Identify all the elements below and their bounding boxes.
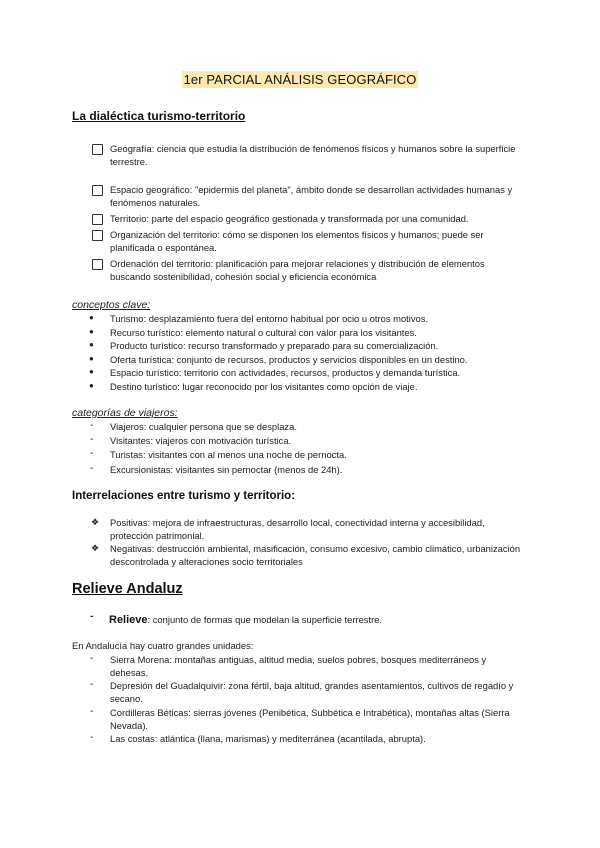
diamond-bullet-icon: ❖ [91, 543, 100, 553]
unidades-intro: En Andalucía hay cuatro grandes unidades: [72, 640, 254, 651]
dash-icon: - [90, 420, 94, 431]
concept-item: Producto turístico: recurso transformado y preparado para su comercialización. [110, 340, 439, 351]
diamond-bullet-icon: ❖ [91, 517, 100, 527]
category-item: Turistas: visitantes con al menos una noche de pernocta. [110, 449, 347, 460]
concept-item: Turismo: desplazamiento fuera del entorno habitual por ocio u otros motivos. [110, 313, 429, 324]
checklist-item: Espacio geográfico: "epidermis del planeta", ámbito donde se desarrollan actividades humanas y fenómenos naturales. [110, 184, 513, 208]
checklist-item: Territorio: parte del espacio geográfico gestionada y transformada por una comunidad. [110, 213, 469, 224]
section-heading-relieve: Relieve Andaluz [72, 581, 183, 597]
concept-item: Recurso turístico: elemento natural o cultural con valor para los visitantes. [110, 327, 417, 338]
checklist-item: Ordenación del territorio: planificación para mejorar relaciones y distribución de elementos buscando sostenibilidad, cohesión social y eficiencia económica [110, 258, 485, 282]
subheading-conceptos: conceptos clave: [72, 299, 151, 311]
checkbox[interactable] [92, 214, 103, 225]
bullet-icon: ● [89, 354, 94, 363]
bullet-icon: ● [89, 327, 94, 336]
subheading-interrelaciones: Interrelaciones entre turismo y territorio: [72, 490, 296, 502]
category-item: Visitantes: viajeros con motivación turística. [110, 435, 292, 446]
dash-icon: - [90, 679, 94, 690]
bullet-icon: ● [89, 367, 94, 376]
dash-icon: - [90, 706, 94, 717]
relieve-term: Relieve [109, 614, 148, 626]
dash-icon: - [90, 463, 94, 474]
dash-icon: - [90, 611, 94, 622]
concept-item: Destino turístico: lugar reconocido por los visitantes como opción de viaje. [110, 381, 418, 392]
unit-item: Las costas: atlántica (llana, marismas) y mediterránea (acantilada, abrupta). [110, 733, 426, 744]
checkbox[interactable] [92, 230, 103, 241]
category-item: Excursionistas: visitantes sin pernoctar (menos de 24h). [110, 464, 343, 475]
dash-icon: - [90, 653, 94, 664]
checklist-item: Organización del territorio: cómo se disponen los elementos físicos y humanos; puede ser planificada o espontánea. [110, 229, 484, 253]
unit-item: Depresión del Guadalquivir: zona fértil, baja altitud, grandes asentamientos, cultivos de regadío y secano. [110, 680, 514, 704]
unit-item: Sierra Morena: montañas antiguas, altitud media, suelos pobres, bosques mediterráneos y dehesas. [110, 654, 487, 678]
category-item: Viajeros: cualquier persona que se desplaza. [110, 421, 297, 432]
interrelation-item: Negativas: destrucción ambiental, masificación, consumo excesivo, cambio climático, urbanización descontrolada y alteraciones socio territoriales [110, 543, 521, 567]
checklist-item: Geografía: ciencia que estudia la distribución de fenómenos físicos y humanos sobre la superficie terrestre. [110, 143, 516, 167]
bullet-icon: ● [89, 381, 94, 390]
concept-item: Espacio turístico: territorio con actividades, recursos, productos y demanda turística. [110, 367, 461, 378]
title-wrapper [0, 71, 600, 89]
bullet-icon: ● [89, 340, 94, 349]
checkbox[interactable] [92, 259, 103, 270]
unit-item: Cordilleras Béticas: sierras jóvenes (Penibética, Subbética e Intrabética), montañas altas (Sierra Nevada). [110, 707, 510, 731]
bullet-icon: ● [89, 313, 94, 322]
concept-item: Oferta turística: conjunto de recursos, productos y servicios disponibles en un destino. [110, 354, 468, 365]
subheading-categorias: categorías de viajeros: [72, 407, 178, 419]
relieve-definition-text: : conjunto de formas que modelan la superficie terrestre. [147, 614, 383, 625]
interrelation-item: Positivas: mejora de infraestructuras, desarrollo local, conectividad interna y accesibilidad, protección patrimonial. [110, 517, 485, 541]
relieve-definition [109, 610, 529, 628]
checkbox[interactable] [92, 144, 103, 155]
page-title: 1er PARCIAL ANÁLISIS GEOGRÁFICO [183, 72, 417, 87]
checkbox[interactable] [92, 185, 103, 196]
section-heading-dialectica: La dialéctica turismo-territorio [72, 109, 246, 123]
dash-icon: - [90, 448, 94, 459]
dash-icon: - [90, 732, 94, 743]
dash-icon: - [90, 434, 94, 445]
